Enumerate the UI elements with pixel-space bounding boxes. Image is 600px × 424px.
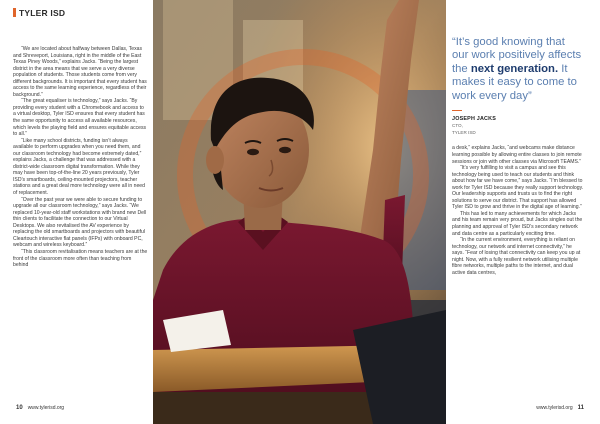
- right-paragraph: This has led to many achievements for which Jacks and his team remain very proud, but Jacks singles out the planning and approval of Tyler ISD’s secondary network and data centre as a particularly exciting time.: [452, 210, 583, 237]
- left-page-number: 10: [16, 405, 23, 411]
- section-title: [13, 8, 148, 18]
- section-title-text: TYLER ISD: [19, 8, 66, 18]
- photo-illustration: [153, 0, 446, 424]
- right-body-text: [452, 145, 584, 276]
- left-paragraph: “Like many school districts, funding isn’t always available to perform upgrades when you need them, and our classroom technology had become extremely dated,” explains Jacks, a challenge that was addressed with a district-wide classroom digital transformation. While they may have been top-of-the-line 20 years previously, Tyler ISD’s smartboards, ceiling-mounted projectors, teacher stations and a great deal more technology were all in need of replacement.: [13, 137, 145, 197]
- left-paragraph: “This classroom revitalisation means teachers are at the front of the classroom more often than teaching from behind: [13, 248, 148, 269]
- left-footer: [16, 405, 64, 411]
- attribution-org: TYLER ISD: [452, 129, 476, 135]
- attribution-role: CTO,: [452, 123, 463, 129]
- left-footer-url[interactable]: www.tylerisd.org: [27, 405, 65, 411]
- right-paragraph: “In the current environment, everything is reliant on technology, our network and internet connectivity,” he says. “Fear of losing that connectivity can keep you up at night. Now, with a fully resilient network utilising multiple fibre networks, multiple paths to the internet, and dual active data centres,: [452, 237, 581, 276]
- right-footer-url[interactable]: www.tylerisd.org: [536, 405, 573, 411]
- pull-quote: [452, 36, 584, 103]
- right-footer: [536, 405, 584, 411]
- quote-rule: [452, 110, 462, 111]
- left-paragraph: “We are located about halfway between Dallas, Texas and Shreveport, Louisiana, right in the middle of the East Texas Piney Woods,” explains Jacks. “Being the largest district in the area means that we serve a very diverse population of students. Those students come from very different backgrounds. It is important that every student has access to the same learning experience, regardless of their background.”: [13, 46, 147, 98]
- right-paragraph: a desk,” explains Jacks, “and webcams make distance learning possible by allowing entire classes to join remote sessions or join with other classes via Microsoft TEAMS.”: [452, 145, 582, 165]
- section-accent-bar: [13, 8, 16, 17]
- left-page-column: [13, 8, 148, 408]
- left-body-text: [13, 46, 148, 269]
- attribution-name: JOSEPH JACKS: [452, 116, 497, 123]
- student-raising-hand-photo: [153, 0, 446, 424]
- right-page-number: 11: [577, 405, 584, 411]
- left-paragraph: “Over the past year we were able to secure funding to upgrade all our classroom technology,” says Jacks. “We replaced 10-year-old staff workstations with brand new Dell thin clients to facilitate the connection to our Virtual Desktops. We also revitalised the AV experience by replacing the old smartboards and projectors with beautiful Cleartouch interactive flat panels (IFPs) with onboard PC, webcam and wireless keyboard.”: [13, 196, 147, 249]
- right-paragraph: “It’s very fulfilling to visit a campus and see this technology being used to teach our students and think about how far we have come,” says Jacks. “I’m blessed to work for Tyler ISD because they really support technology. Our leadership supports and trusts us to find the right solutions to serve our district. That support has allowed Tyler ISD to grow and thrive in the digital age of learning.”: [452, 165, 584, 211]
- left-paragraph: “The great equaliser is technology,” says Jacks. “By providing every student with a Chromebook and access to a virtual desktop, Tyler ISD ensures that every student has the same opportunity to access all available resources, which levels the playing field and ensures equitable access to all.”: [13, 98, 147, 138]
- pull-quote-text: “It’s good knowing that our work positively affects the: [452, 36, 582, 75]
- pull-quote-emphasis: next generation.: [470, 62, 559, 75]
- right-page-column: [452, 36, 584, 406]
- pull-quote-text-end: It makes it easy to come to work every day”: [452, 62, 577, 102]
